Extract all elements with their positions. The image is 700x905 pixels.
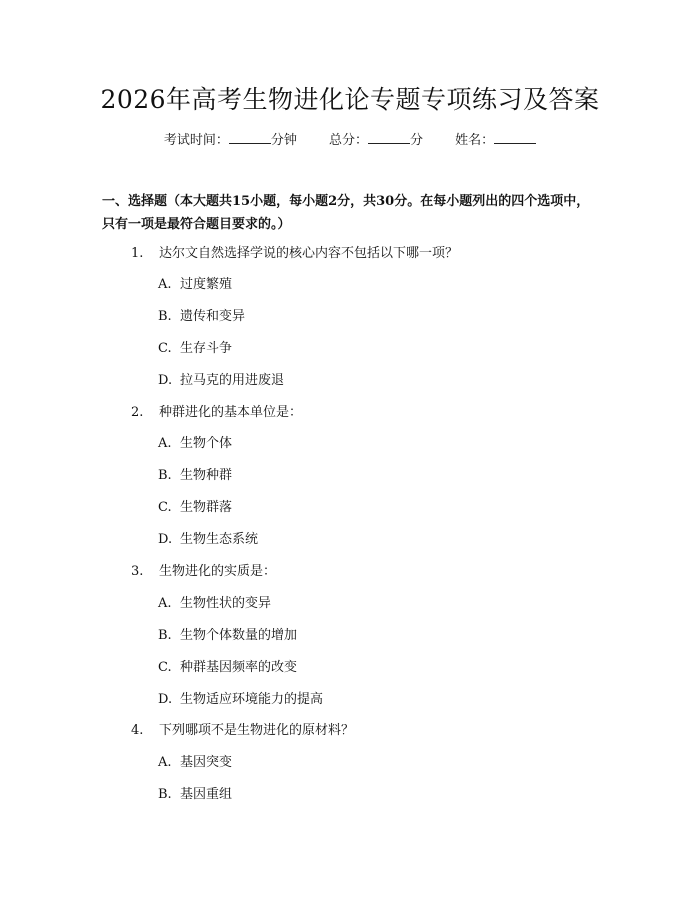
question-text: 达尔文自然选择学说的核心内容不包括以下哪一项？	[159, 246, 459, 261]
question-4	[131, 721, 601, 741]
option-letter: A.	[158, 596, 172, 611]
name-blank	[494, 129, 536, 144]
option-letter: C.	[158, 341, 172, 356]
option-letter: A.	[158, 277, 172, 292]
question-number: 1.	[131, 246, 144, 261]
option-text: 生物个体	[180, 436, 233, 451]
option-letter: C.	[158, 660, 172, 675]
exam-time-field	[164, 129, 297, 152]
question-1-option-c	[158, 339, 578, 359]
total-score-blank	[368, 129, 410, 144]
option-text: 基因突变	[180, 755, 233, 770]
question-2	[131, 403, 601, 423]
exam-time-blank	[229, 129, 271, 144]
question-3-option-c	[158, 658, 578, 678]
question-2-option-b	[158, 466, 578, 486]
question-3-option-b	[158, 626, 578, 646]
exam-time-label: 考试时间：	[163, 133, 229, 148]
option-text: 基因重组	[180, 787, 233, 802]
option-text: 生物群落	[180, 500, 233, 515]
option-letter: C.	[158, 500, 172, 515]
option-text: 生物生态系统	[180, 532, 259, 547]
option-letter: D.	[158, 532, 173, 547]
question-text: 生物进化的实质是：	[159, 564, 277, 579]
question-text: 种群进化的基本单位是：	[159, 405, 303, 420]
exam-time-unit: 分钟	[270, 133, 297, 148]
page-title: 2026年高考生物进化论专题专项练习及答案	[100, 85, 600, 114]
option-text: 生物性状的变异	[180, 596, 272, 611]
total-score-label: 总分：	[328, 133, 368, 148]
question-number: 4.	[131, 723, 144, 738]
option-letter: B.	[158, 787, 172, 802]
section-heading: 一、选择题（本大题共15小题，每小题2分，共30分。在每小题列出的四个选项中，只有一项是最符合题目要求的。）	[102, 194, 590, 232]
question-3-option-a	[158, 594, 578, 614]
name-label: 姓名：	[455, 133, 495, 148]
option-letter: B.	[158, 309, 172, 324]
question-3-option-d	[158, 690, 578, 710]
option-text: 种群基因频率的改变	[180, 660, 298, 675]
option-letter: B.	[158, 628, 172, 643]
question-3	[131, 562, 601, 582]
question-2-option-a	[158, 434, 578, 454]
option-text: 过度繁殖	[180, 277, 233, 292]
question-4-option-a	[158, 753, 578, 773]
question-4-option-b	[158, 785, 578, 805]
option-text: 生物种群	[180, 468, 233, 483]
exam-info	[0, 129, 700, 152]
option-text: 遗传和变异	[180, 309, 246, 324]
question-1-option-d	[158, 371, 578, 391]
name-field	[455, 129, 536, 152]
question-number: 2.	[131, 405, 144, 420]
question-1-option-b	[158, 307, 578, 327]
option-letter: D.	[158, 373, 173, 388]
question-2-option-d	[158, 530, 578, 550]
option-text: 拉马克的用进废退	[180, 373, 285, 388]
option-letter: A.	[158, 436, 172, 451]
question-number: 3.	[131, 564, 144, 579]
option-text: 生物适应环境能力的提高	[180, 692, 324, 707]
question-text: 下列哪项不是生物进化的原材料？	[159, 723, 355, 738]
question-2-option-c	[158, 498, 578, 518]
question-1	[131, 244, 601, 264]
option-text: 生物个体数量的增加	[180, 628, 298, 643]
total-score-unit: 分	[410, 133, 424, 148]
option-letter: D.	[158, 692, 173, 707]
total-score-field	[329, 129, 423, 152]
question-1-option-a	[158, 275, 578, 295]
option-letter: A.	[158, 755, 172, 770]
option-text: 生存斗争	[180, 341, 233, 356]
option-letter: B.	[158, 468, 172, 483]
